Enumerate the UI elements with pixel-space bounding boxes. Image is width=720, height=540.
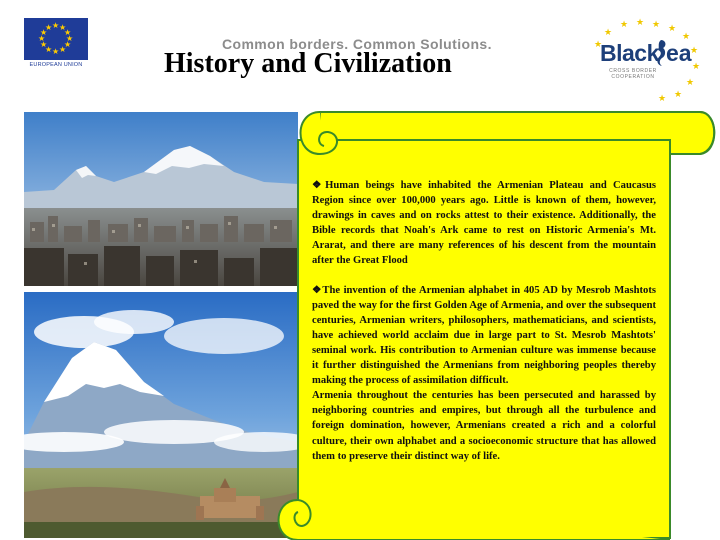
paragraph-prehistory: ❖Human beings have inhabited the Armenian Plateau and Caucasus Region since over 100,000 years ago. Little is known of them, however, drawings in caves and on rocks attest to their existence. Additionally, the Bible records that Noah's Ark came to rest on Historic Armenia's Mt. Ararat, and there are many references of his descent from the mountain after the Great Flood xyxy=(312,180,656,267)
blacksea-logo: ★ ★ ★ ★ ★ ★ ★ ★ ★ ★ ★ ★ Black ea CROSS BORDER COOPERATION xyxy=(594,18,701,104)
blacksea-subtitle: CROSS BORDER COOPERATION xyxy=(609,68,657,80)
blacksea-word-black: Black xyxy=(600,40,659,66)
eu-logo xyxy=(24,18,88,70)
paragraph-persecution: Armenia throughout the centuries has been persecuted and harassed by neighboring countries and empires, but through all the turbulence and foreign domination, however, Armenians created a rich and a colorful culture, their own alphabet and a socioeconomic structure that has allowed them to preserve their distinct way of life. xyxy=(312,390,656,462)
page-title: History and Civilization xyxy=(164,48,452,79)
eu-flag-icon: ★ ★ ★ ★ ★ ★ ★ ★ ★ ★ ★ ★ xyxy=(24,18,88,60)
content-text xyxy=(312,178,656,464)
tagline: Common borders. Common Solutions. xyxy=(222,36,492,52)
eu-label: EUROPEAN UNION xyxy=(29,62,83,68)
paragraph-alphabet: ❖The invention of the Armenian alphabet in 405 AD by Mesrob Mashtots paved the way for the first Golden Age of Armenia, and over the subsequent centuries, Armenian writers, philosophers, mathematicians, and scientists, have achieved world acclaim due in large part to St. Mesrob Mashtots' seminal work. His contribution to Armenian culture was immense because it further distinguished the Armenians from neighboring peoples thereby making the process of assimilation difficult. xyxy=(312,284,656,387)
blacksea-word-sea: ea xyxy=(666,40,692,66)
